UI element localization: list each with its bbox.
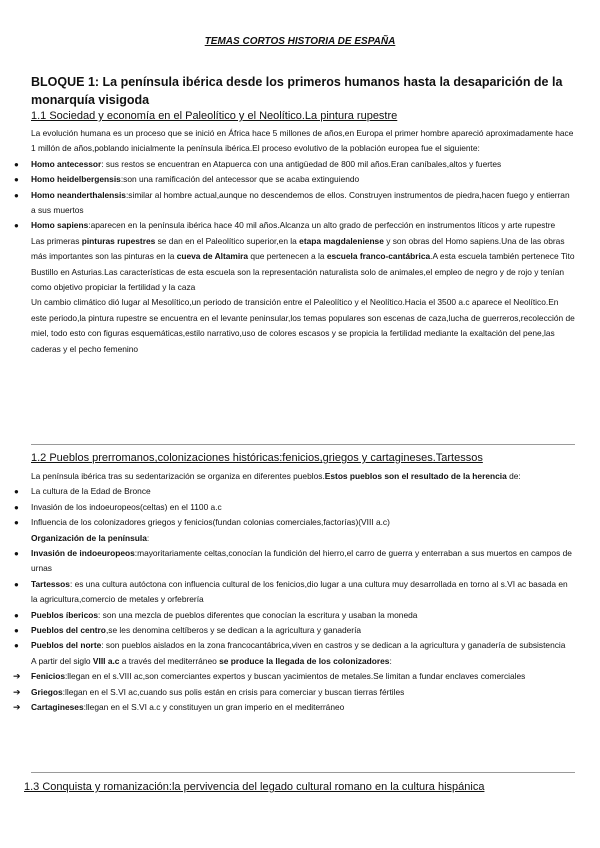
arrow-right-icon: ➔ xyxy=(13,671,21,682)
list-item: ● Invasión de indoeuropeos:mayoritariamente celtas,conocían la fundición del hierro,el carro de guerra y enterraban a sus muertos en campos de urnas xyxy=(14,548,572,574)
list-item xyxy=(14,218,576,233)
colonizadores-list xyxy=(13,669,576,715)
colonizadores-intro: A partir del siglo VIII a.c a través del mediterráneo se produce la llegada de los colonizadores: xyxy=(31,655,392,666)
species-name: Homo antecessor xyxy=(31,158,102,169)
list-item: ● Pueblos del norte: son pueblos aislados en la zona francocantábrica,viven en castros y se dedican a la agricultura y ganadería de subsistencia xyxy=(31,638,576,653)
bullet-icon: ● xyxy=(14,549,19,559)
bullet-icon: ● xyxy=(14,518,19,528)
bullet-icon: ● xyxy=(14,487,19,497)
species-name: Homo heidelbergensis xyxy=(31,174,121,185)
block-1-title: BLOQUE 1: La península ibérica desde los primeros humanos hasta la desaparición de la monarquía visigoda xyxy=(31,75,563,107)
list-item: ● Tartessos: es una cultura autóctona con influencia cultural de los fenicios,dio lugar a una cultura muy desarrollada en torno al s.VI ac basada en la agricultura,comercio de metales y orfebrería xyxy=(14,578,568,605)
bullet-icon: ● xyxy=(14,190,19,200)
list-item xyxy=(14,172,576,187)
list-item: ➔ Cartagineses:llegan en el S.VI a.c y constituyen un gran imperio en el mediterráneo xyxy=(31,700,576,715)
species-name: Homo neanderthalensis xyxy=(31,189,126,200)
bullet-icon: ● xyxy=(14,641,19,651)
list-item: ● Pueblos del centro,se les denomina celtíberos y se dedican a la agricultura y ganadería xyxy=(31,623,576,638)
list-item: ● Influencia de los colonizadores griegos y fenicios(fundan colonias comerciales,factorías)(VIII a.c) xyxy=(31,515,576,530)
species-name: Homo sapiens xyxy=(31,220,89,231)
list-item xyxy=(14,188,576,219)
s11-intro: La evolución humana es un proceso que se inició en África hace 5 millones de años,en Europa el primer hombre apareció aproximadamente hace 1 millón de años,poblando inicialmente la península ibérica.El proceso evolutivo de la población europea fue el siguiente: xyxy=(31,128,574,154)
section-divider xyxy=(31,772,575,773)
bullet-icon: ● xyxy=(14,502,19,512)
list-item: ➔ Fenicios:llegan en el s.VIII ac,son comerciantes expertos y buscan yacimientos de metales.Se limitan a fundar enclaves comerciales xyxy=(31,669,576,684)
bullet-icon: ● xyxy=(14,175,19,185)
list-item xyxy=(14,157,576,172)
list-item: ➔ Griegos:llegan en el S.VI ac,cuando sus polis están en crisis para comerciar y buscan tierras fértiles xyxy=(31,685,576,700)
s11-paragraph-3: Un cambio climático dió lugar al Mesolítico,un periodo de transición entre el Paleolítico y el Neolítico.Hacia el 3500 a.c aparece el Neolítico.En este periodo,la pintura rupestre se encuentra en el levante peninsular,los temas populares son escenas de caza,lucha de guerreros,recolección de miel, todo esto con figuras esquemáticas,estilo narrativo,uso de colores escasos y se propicia la fertilidad mediante la exaltación del pene,las caderas y el pecho femenino xyxy=(31,297,575,354)
section-1-1-heading: 1.1 Sociedad y economía en el Paleolítico y el Neolítico.La pintura rupestre xyxy=(31,110,398,122)
bullet-icon: ● xyxy=(14,579,19,589)
arrow-right-icon: ➔ xyxy=(13,686,21,697)
bullet-icon: ● xyxy=(14,159,19,169)
list-item: ● Pueblos íbericos: son una mezcla de pueblos diferentes que conocían la escritura y usaban la moneda xyxy=(31,608,576,623)
section-1-1-body xyxy=(14,126,576,357)
list-item: ● La cultura de la Edad de Bronce xyxy=(31,484,576,499)
species-text: :aparecen en la península ibérica hace 40 mil años.Alcanza un alto grado de perfección en instrumentos líticos y arte rupestre xyxy=(88,220,556,231)
section-1-2-body xyxy=(13,469,576,716)
section-1-2-heading: 1.2 Pueblos prerromanos,colonizaciones históricas:fenicios,griegos y cartagineses.Tartessos xyxy=(31,452,483,464)
herencia-list xyxy=(14,484,576,530)
document-title: TEMAS CORTOS HISTORIA DE ESPAÑA xyxy=(204,36,396,47)
species-text: :son una ramificación del antecessor que se acaba extinguiendo xyxy=(120,174,360,185)
s11-paragraph-2: Las primeras pinturas rupestres se dan en el Paleolítico superior,en la etapa magdaleniense y son obras del Homo sapiens.Una de las obras más importantes son las pinturas en la cueva de Altamira que pertenecen a la escuela franco-cantábrica.A esta escuela también pertenece Tito Bustillo en Asturias.Las características de esta escuela son la representación naturalista solo de animales,el empleo de negro y de rojo y tenían como objetivo propiciar la fertilidad y la caza xyxy=(31,235,575,293)
pueblos-list xyxy=(14,546,576,654)
bullet-icon: ● xyxy=(14,626,19,636)
species-list xyxy=(14,157,576,234)
bullet-icon: ● xyxy=(14,610,19,620)
species-text: : sus restos se encuentran en Atapuerca con una antigüedad de 800 mil años.Eran caníbales,altos y fuertes xyxy=(101,158,502,169)
arrow-right-icon: ➔ xyxy=(13,702,21,713)
bullet-icon: ● xyxy=(14,221,19,231)
organizacion-heading: Organización de la península: xyxy=(31,532,150,543)
section-1-3-heading: 1.3 Conquista y romanización:la pervivencia del legado cultural romano en la cultura hispánica xyxy=(24,781,485,793)
list-item: ● Invasión de los indoeuropeos(celtas) en el 1100 a.c xyxy=(31,500,576,515)
s12-intro: La península ibérica tras su sedentarización se organiza en diferentes pueblos.Estos pueblos son el resultado de la herencia de: xyxy=(31,471,521,481)
species-text: :similar al hombre actual,aunque no descendemos de ellos. Construyen instrumentos de piedra,hacen fuego y entierran a sus muertos xyxy=(31,189,570,216)
section-divider xyxy=(31,444,575,445)
